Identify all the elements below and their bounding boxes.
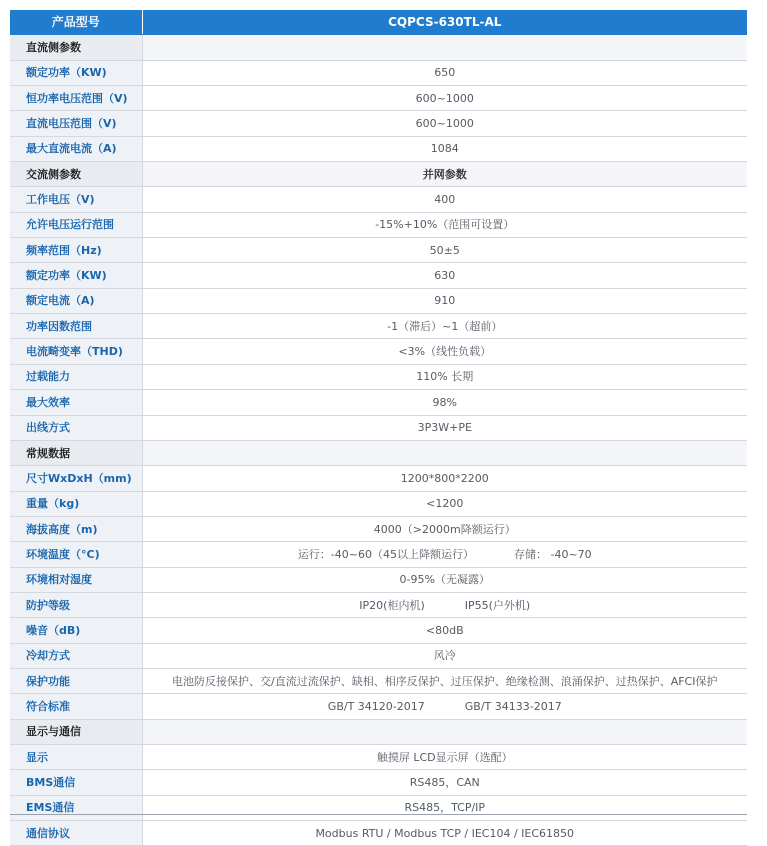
spec-row [10,567,747,592]
spec-value: 1200*800*2200 [142,466,747,491]
spec-value: 4000（>2000m降额运行） [142,516,747,541]
spec-row [10,364,747,389]
spec-value: 运行：-40~60（45以上降额运行） [297,547,474,561]
spec-value: 650 [142,60,747,85]
spec-row [10,516,747,541]
spec-value: 触摸屏 LCD显示屏（选配） [142,744,747,769]
spec-value-cell [142,542,747,567]
spec-value: RS485，TCP/IP [142,795,747,820]
spec-value: 910 [142,288,747,313]
header-label: 产品型号 [10,10,142,35]
spec-label: 海拔高度（m) [10,516,142,541]
spec-value: 98% [142,390,747,415]
section-row [10,35,747,60]
spec-value: GB/T 34120-2017 [327,699,425,713]
spec-row [10,187,747,212]
spec-value: IP20(柜内机) [359,598,425,612]
spec-value-cell [142,694,747,719]
spec-value: 电池防反接保护、交/直流过流保护、缺相、相序反保护、过压保护、绝缘检测、浪涌保护、过热保护、AFCI保护 [142,668,747,693]
spec-value: <3%（线性负载） [142,339,747,364]
header-model: CQPCS-630TL-AL [142,10,747,35]
spec-row [10,288,747,313]
header-row [10,10,747,35]
spec-label: 额定功率（KW) [10,263,142,288]
spec-label: 符合标准 [10,694,142,719]
spec-value: 630 [142,263,747,288]
spec-row [10,795,747,820]
spec-row [10,592,747,617]
section-row [10,440,747,465]
spec-row [10,542,747,567]
spec-row [10,694,747,719]
spec-row [10,314,747,339]
spec-label: BMS通信 [10,770,142,795]
spec-row [10,643,747,668]
spec-value: -1（滞后）~1（超前） [142,314,747,339]
spec-label: 过载能力 [10,364,142,389]
spec-value-secondary: 存储： -40~70 [514,547,592,561]
spec-label: EMS通信 [10,795,142,820]
spec-value: <1200 [142,491,747,516]
spec-row [10,821,747,846]
spec-value: 600~1000 [142,111,747,136]
spec-label: 环境相对湿度 [10,567,142,592]
spec-value: Modbus RTU / Modbus TCP / IEC104 / IEC61850 [142,821,747,846]
spec-value: 600~1000 [142,86,747,111]
section-row [10,719,747,744]
spec-value: -15%+10%（范围可设置） [142,212,747,237]
spec-label: 噪音（dB) [10,618,142,643]
section-title: 交流侧参数 [10,162,142,187]
spec-label: 防护等级 [10,592,142,617]
spec-row [10,770,747,795]
spec-label: 电流畸变率（THD) [10,339,142,364]
spec-label: 恒功率电压范围（V) [10,86,142,111]
spec-value: 0-95%（无凝露） [142,567,747,592]
spec-label: 功率因数范围 [10,314,142,339]
spec-label: 额定功率（KW) [10,60,142,85]
spec-row [10,491,747,516]
spec-value-cell [142,592,747,617]
spec-row [10,390,747,415]
spec-label: 环境温度（°C) [10,542,142,567]
spec-value: 50±5 [142,238,747,263]
spec-row [10,744,747,769]
spec-row [10,60,747,85]
spec-row [10,238,747,263]
spec-value: RS485，CAN [142,770,747,795]
section-title: 直流侧参数 [10,35,142,60]
spec-table-body [10,10,747,846]
section-title: 常规数据 [10,440,142,465]
table-bottom-rule [10,814,747,815]
spec-label: 冷却方式 [10,643,142,668]
spec-label: 重量（kg) [10,491,142,516]
spec-row [10,668,747,693]
spec-label: 出线方式 [10,415,142,440]
spec-row [10,466,747,491]
spec-label: 允许电压运行范围 [10,212,142,237]
spec-label: 最大直流电流（A) [10,136,142,161]
spec-value: 风冷 [142,643,747,668]
section-row [10,162,747,187]
spec-label: 额定电流（A) [10,288,142,313]
spec-label: 直流电压范围（V) [10,111,142,136]
spec-row [10,136,747,161]
spec-row [10,212,747,237]
spec-label: 保护功能 [10,668,142,693]
spec-row [10,339,747,364]
spec-value: 110% 长期 [142,364,747,389]
spec-value: 400 [142,187,747,212]
spec-value [142,440,747,465]
spec-value-secondary: GB/T 34133-2017 [464,699,562,713]
spec-label: 尺寸WxDxH（mm) [10,466,142,491]
spec-label: 通信协议 [10,821,142,846]
spec-label: 显示 [10,744,142,769]
spec-table [10,10,747,846]
spec-value: <80dB [142,618,747,643]
spec-label: 工作电压（V) [10,187,142,212]
spec-value: 3P3W+PE [142,415,747,440]
spec-row [10,86,747,111]
spec-row [10,111,747,136]
spec-row [10,618,747,643]
spec-row [10,415,747,440]
spec-value: 1084 [142,136,747,161]
spec-value [142,35,747,60]
spec-value [142,719,747,744]
spec-value: 并网参数 [142,162,747,187]
spec-label: 频率范围（Hz) [10,238,142,263]
spec-row [10,263,747,288]
spec-value-secondary: IP55(户外机) [464,598,531,612]
section-title: 显示与通信 [10,719,142,744]
spec-label: 最大效率 [10,390,142,415]
